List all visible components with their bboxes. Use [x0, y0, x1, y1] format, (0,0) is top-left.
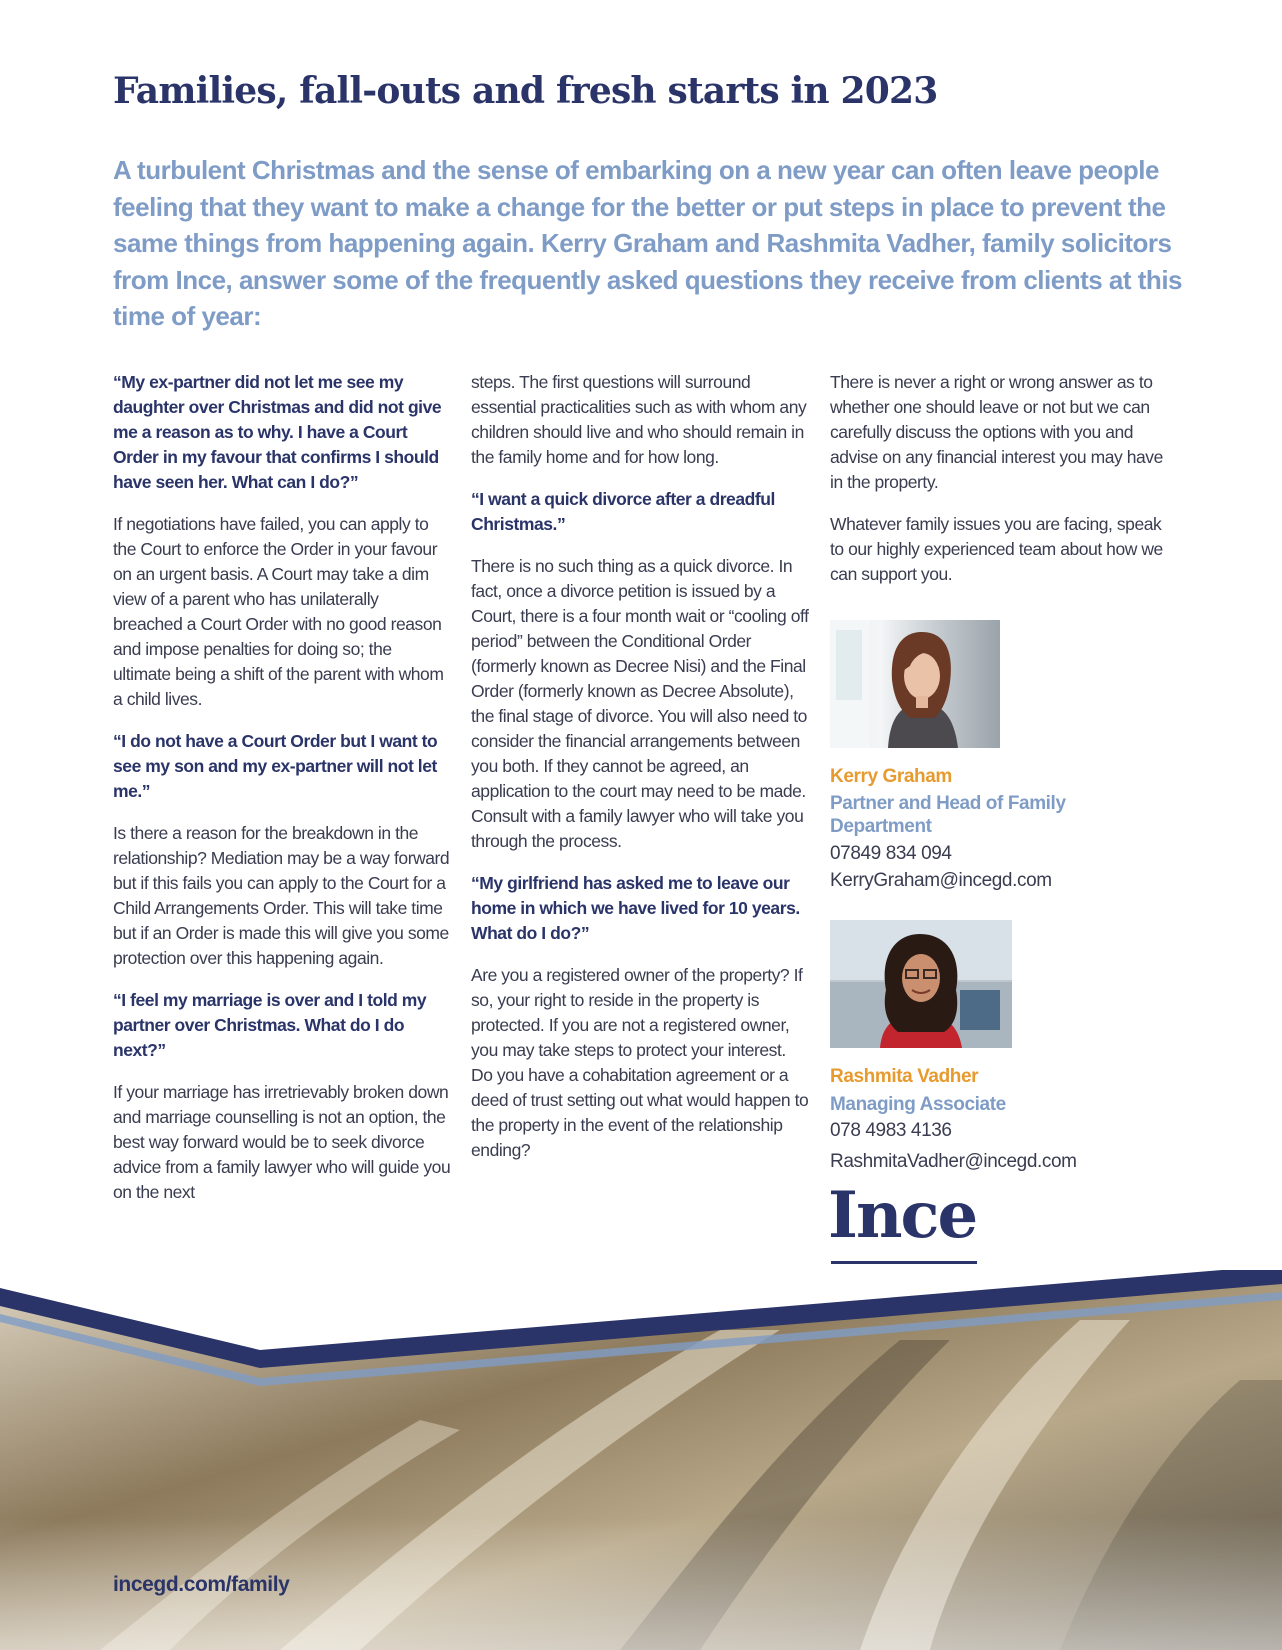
answer: Are you a registered owner of the property? If so, your right to reside in the property is protected. If you are not a registered owner, you may take steps to protect your interest. Do you have a cohabitation agreement or a deed of trust setting out what would happen to the property in the event of the relationship ending? — [471, 965, 809, 1160]
answer: Whatever family issues you are facing, speak to our highly experienced team about how we can support you. — [830, 514, 1163, 584]
question: “I want a quick divorce after a dreadful Christmas.” — [471, 489, 775, 534]
contact-name: Rashmita Vadher — [830, 1066, 979, 1087]
question: “My girlfriend has asked me to leave our home in which we have lived for 10 years. What do I do?” — [471, 873, 800, 943]
portrait-icon — [830, 620, 1000, 748]
column-2 — [471, 370, 809, 1180]
contact-phone: 07849 834 094 — [830, 843, 952, 864]
answer: There is no such thing as a quick divorce. In fact, once a divorce petition is issued by a Court, there is a four month wait or “cooling off period” between the Conditional Order (formerly known as Decree Nisi) and the Final Order (formerly known as Decree Absolute), the final stage of divorce. You will also need to consider the financial arrangements between you both. If they cannot be agreed, an application to the court may need to be made. Consult with a family lawyer who will take you through the process. — [471, 556, 809, 851]
intro-paragraph: A turbulent Christmas and the sense of embarking on a new year can often leave people feeling that they want to make a change for the better or put steps in place to prevent the same things from happening again. Kerry Graham and Rashmita Vadher, family solicitors from Ince, answer some of the frequently asked questions they receive from clients at this time of year: — [113, 155, 1183, 331]
contact-phone: 078 4983 4136 — [830, 1120, 952, 1141]
answer: Is there a reason for the breakdown in the relationship? Mediation may be a way forward but if this fails you can apply to the Court for a Child Arrangements Order. This will take time but if an Order is made this will give you some protection over this happening again. — [113, 823, 450, 968]
answer: steps. The first questions will surround essential practicalities such as with whom any children should live and who should remain in the family home and for how long. — [471, 372, 807, 467]
logo-underline — [831, 1261, 977, 1264]
footer-website-link[interactable]: incegd.com/family — [113, 1573, 290, 1596]
contact-kerry-role — [830, 792, 1090, 838]
answer: There is never a right or wrong answer as to whether one should leave or not but we can carefully discuss the options with you and advise on any financial interest you may have in the property. — [830, 372, 1163, 492]
question: “I do not have a Court Order but I want to see my son and my ex-partner will not let me.” — [113, 731, 438, 801]
question: “My ex-partner did not let me see my daughter over Christmas and did not give me a reason as to why. I have a Court Order in my favour that confirms I should have seen her. What can I do?” — [113, 372, 442, 492]
contact-kerry-graham — [830, 766, 952, 788]
answer: If your marriage has irretrievably broken down and marriage counselling is not an option, the best way forward would be to seek divorce advice from a family lawyer who will guide you on the next — [113, 1082, 451, 1202]
column-3 — [830, 370, 1168, 604]
portrait-icon — [830, 920, 1012, 1048]
contact-rashmita-phone — [830, 1120, 952, 1142]
question: “I feel my marriage is over and I told my partner over Christmas. What do I do next?” — [113, 990, 427, 1060]
contact-kerry-email — [830, 870, 1052, 892]
contact-rashmita-email — [830, 1151, 1077, 1173]
contact-role: Managing Associate — [830, 1094, 1006, 1115]
column-1 — [113, 370, 451, 1222]
kerry-graham-photo — [830, 620, 1000, 748]
rashmita-vadher-photo — [830, 920, 1012, 1048]
ince-logo: Ince — [828, 1178, 977, 1253]
contact-rashmita-role — [830, 1093, 1006, 1116]
answer: If negotiations have failed, you can apply to the Court to enforce the Order in your favour on an urgent basis. A Court may take a dim view of a parent who has unilaterally breached a Court Order with no good reason and impose penalties for doing so; the ultimate being a shift of the parent with whom a child lives. — [113, 514, 444, 709]
contact-rashmita-vadher — [830, 1066, 978, 1088]
contact-kerry-phone — [830, 843, 952, 865]
contact-role: Partner and Head of Family Department — [830, 793, 1066, 837]
page-title: Families, fall-outs and fresh starts in 2023 — [113, 70, 938, 112]
contact-email[interactable]: RashmitaVadher@incegd.com — [830, 1151, 1077, 1172]
contact-email[interactable]: KerryGraham@incegd.com — [830, 870, 1052, 891]
contact-name: Kerry Graham — [830, 766, 952, 787]
